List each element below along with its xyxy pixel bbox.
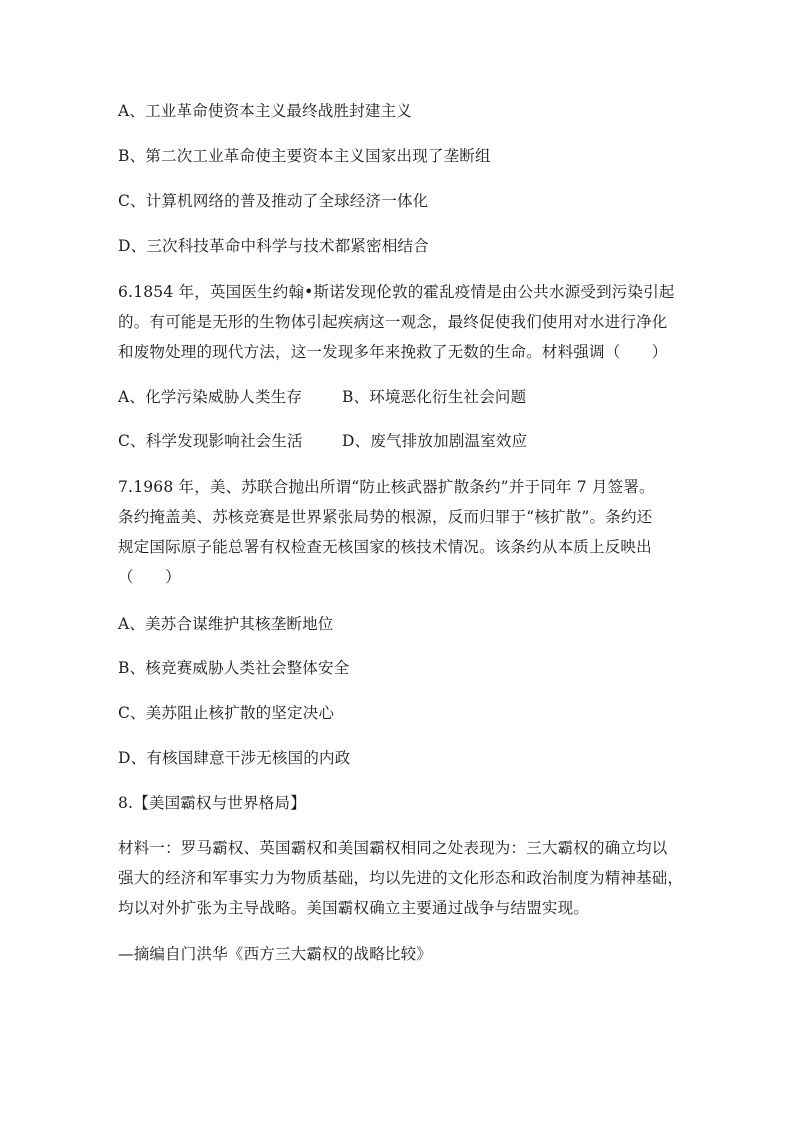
- q6-option-a: A、化学污染威胁人类生存: [118, 388, 303, 406]
- q8-material: [118, 833, 683, 923]
- q6-option-d: D、废气排放加剧温室效应: [342, 432, 528, 450]
- q7-stem-line-4: （ ）: [118, 568, 181, 586]
- q5-option-a: A、工业革命使资本主义最终战胜封建主义: [118, 102, 412, 120]
- q8-source: —摘编自门洪华《西方三大霸权的战略比较》: [118, 945, 433, 963]
- q7-option-a: A、美苏合谋维护其核垄断地位: [118, 615, 334, 633]
- q6-stem-line-1: 6.1854 年，英国医生约翰•斯诺发现伦敦的霍乱疫情是由公共水源受到污染引起: [118, 283, 675, 301]
- q7-stem-line-3: 规定国际原子能总署有权检查无核国家的核技术情况。该条约从本质上反映出: [118, 538, 652, 556]
- q8-material-line-2: 强大的经济和军事实力为物质基础，均以先进的文化形态和政治制度为精神基础，: [118, 869, 684, 887]
- q6-stem-line-3: 和废物处理的现代方法，这一发现多年来挽救了无数的生命。材料强调（ ）: [118, 343, 668, 361]
- q8-title: 8.【美国霸权与世界格局】: [118, 794, 306, 812]
- q6-stem: [118, 277, 683, 367]
- q5-option-c: C、计算机网络的普及推动了全球经济一体化: [118, 192, 429, 210]
- q7-stem-line-2: 条约掩盖美、苏核竞赛是世界紧张局势的根源，反而归罪于“核扩散”。条约还: [118, 508, 653, 526]
- q5-option-b: B、第二次工业革命使主要资本主义国家出现了垄断组: [118, 147, 491, 165]
- q6-stem-line-2: 的。有可能是无形的生物体引起疾病这一观念，最终促使我们使用对水进行净化: [118, 313, 668, 331]
- q7-stem: [118, 472, 683, 592]
- q8-material-line-1: 材料一：罗马霸权、英国霸权和美国霸权相同之处表现为：三大霸权的确立均以: [118, 839, 668, 857]
- q7-option-c: C、美苏阻止核扩散的坚定决心: [118, 704, 335, 722]
- q7-stem-line-1: 7.1968 年，美、苏联合抛出所谓“防止核武器扩散条约”并于同年 7 月签署。: [118, 478, 655, 496]
- q7-option-d: D、有核国肆意干涉无核国的内政: [118, 749, 351, 767]
- q7-option-b: B、核竞赛威胁人类社会整体安全: [118, 659, 350, 677]
- q6-option-b: B、环境恶化衍生社会问题: [342, 388, 527, 406]
- q5-option-d: D、三次科技革命中科学与技术都紧密相结合: [118, 237, 429, 255]
- q6-option-c: C、科学发现影响社会生活: [118, 432, 303, 450]
- q8-material-line-3: 均以对外扩张为主导战略。美国霸权确立主要通过战争与结盟实现。: [118, 899, 590, 917]
